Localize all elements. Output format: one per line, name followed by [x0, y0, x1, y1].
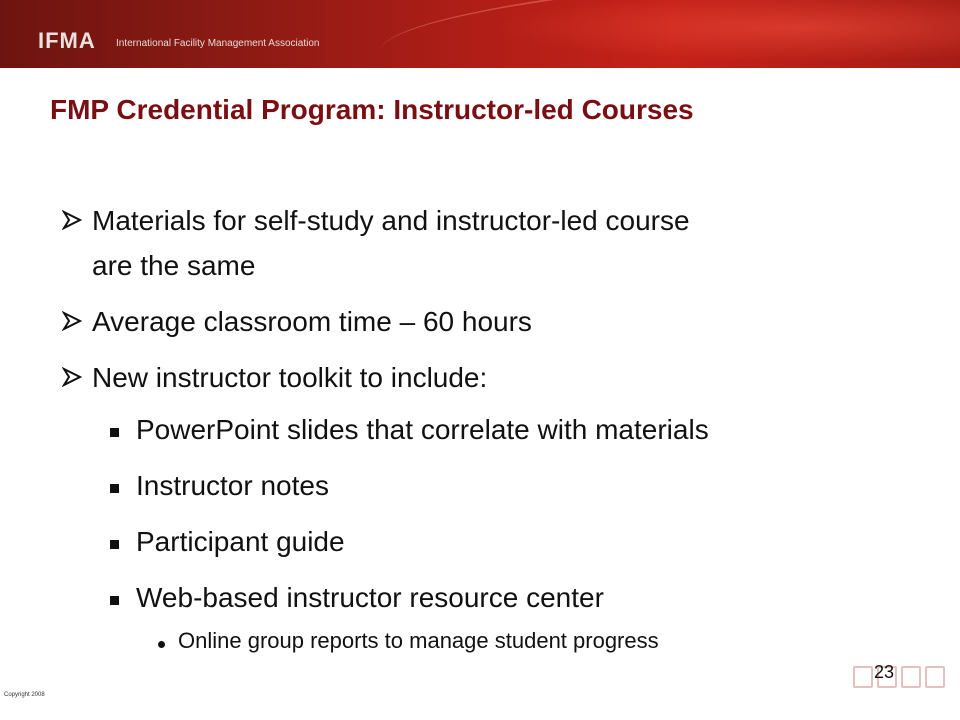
dot-bullet-icon	[158, 641, 165, 648]
sub-bullet-2: Instructor notes	[136, 470, 329, 501]
last-slide-button[interactable]	[925, 666, 945, 688]
arrow-bullet-icon	[62, 367, 82, 387]
sub-sub-bullet-1: Online group reports to manage student progress	[178, 628, 659, 653]
org-name: International Facility Management Association	[116, 38, 320, 49]
arrow-bullet-icon	[62, 210, 82, 230]
sub-bullet-1: PowerPoint slides that correlate with materials	[136, 414, 709, 445]
bullet-2: Average classroom time – 60 hours	[92, 306, 532, 337]
square-bullet-icon	[110, 428, 119, 437]
sub-bullet-3: Participant guide	[136, 526, 345, 557]
sub-bullet-4: Web-based instructor resource center	[136, 582, 604, 613]
ifma-logo: IFMA	[38, 28, 96, 53]
bullet-1-line-2: are the same	[92, 250, 256, 281]
copyright-notice: Copyright 2008	[4, 692, 45, 698]
next-slide-button[interactable]	[901, 666, 921, 688]
bullet-1-line-1: Materials for self-study and instructor-led course	[92, 205, 690, 236]
slide-nav-controls[interactable]	[853, 666, 953, 690]
slide-title: FMP Credential Program: Instructor-led Courses	[50, 94, 694, 125]
first-slide-button[interactable]	[853, 666, 873, 688]
square-bullet-icon	[110, 484, 119, 493]
page-number: 23	[874, 662, 895, 682]
arrow-bullet-icon	[62, 311, 82, 331]
square-bullet-icon	[110, 540, 119, 549]
square-bullet-icon	[110, 596, 119, 605]
bullet-3: New instructor toolkit to include:	[92, 362, 488, 393]
